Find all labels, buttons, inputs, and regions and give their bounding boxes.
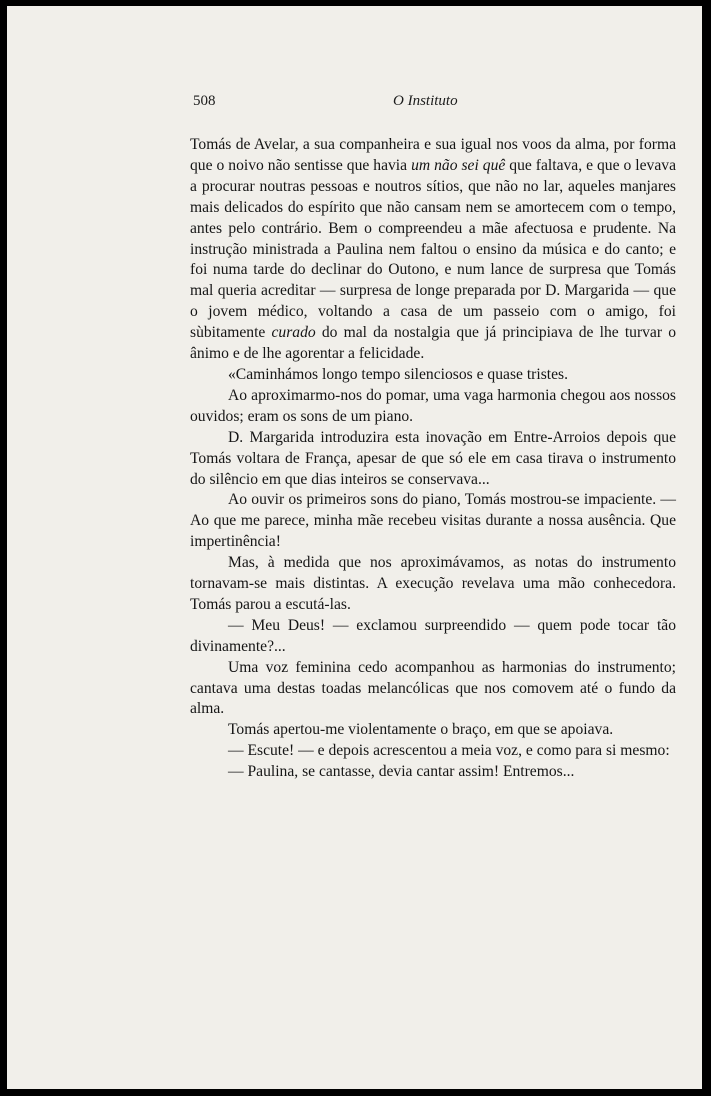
page-header <box>193 93 677 117</box>
paragraph: — Meu Deus! — exclamou surpreendido — quem pode tocar tão divinamente?... <box>190 616 676 655</box>
paragraph: D. Margarida introduzira esta inovação em Entre-Arroios depois que Tomás voltara de França, apesar de que só ele em casa tirava o instrumento do silêncio em que dias inteiros se conservava... <box>190 428 676 488</box>
paragraph: «Caminhámos longo tempo silenciosos e quase tristes. <box>228 365 568 383</box>
paragraph: — Escute! — e depois acrescentou a meia voz, e como para si mesmo: <box>228 742 670 760</box>
paragraph: — Paulina, se cantasse, devia cantar assim! Entremos... <box>228 763 575 781</box>
running-title: O Instituto <box>393 93 458 109</box>
text-segment: do mal da nostalgia que já principiava de lhe turvar o ânimo e de lhe agorentar a felicidade. <box>190 324 676 363</box>
paragraph: Ao ouvir os primeiros sons do piano, Tomás mostrou-se impaciente. — Ao que me parece, minha mãe recebeu visitas durante a nossa ausência. Que impertinência! <box>190 491 676 551</box>
paragraph: Uma voz feminina cedo acompanhou as harmonias do instrumento; cantava uma destas toadas melancólicas que nos comovem até o fundo da alma. <box>190 658 676 718</box>
paragraph: Tomás apertou-me violentamente o braço, em que se apoiava. <box>228 721 614 739</box>
italic-phrase: um não sei quê <box>411 156 506 174</box>
paragraph-continuation <box>190 135 676 365</box>
paragraph: Ao aproximarmo-nos do pomar, uma vaga harmonia chegou aos nossos ouvidos; eram os sons de um piano. <box>190 386 676 425</box>
italic-word: curado <box>271 324 316 342</box>
text-segment: que faltava, e que o levava a procurar noutras pessoas e noutros sítios, que não no lar, aqueles manjares mais delicados do espírito que não cansam nem se amortecem com o tempo, antes pelo contrário. Bem o compreendeu a mãe afectuosa e prudente. Na instrução ministrada a Paulina nem faltou o ensino da música e do canto; e foi numa tarde do declinar do Outono, e num lance de surpresa que Tomás mal queria acreditar — surpresa de longe preparada por D. Margarida — que o jovem médico, voltando a casa de um passeio com o amigo, foi sùbitamente <box>190 156 676 342</box>
paragraph: Mas, à medida que nos aproximávamos, as notas do instrumento tornavam-se mais distintas. A execução revelava uma mão conhecedora. Tomás parou a escutá-las. <box>190 554 676 613</box>
text-segment: Tomás de Avelar, a sua companheira e sua igual nos voos da alma, por forma que o noivo não sentisse que havia <box>190 136 676 174</box>
book-page <box>7 6 702 1089</box>
body-text <box>190 135 676 783</box>
page-number: 508 <box>193 93 216 109</box>
